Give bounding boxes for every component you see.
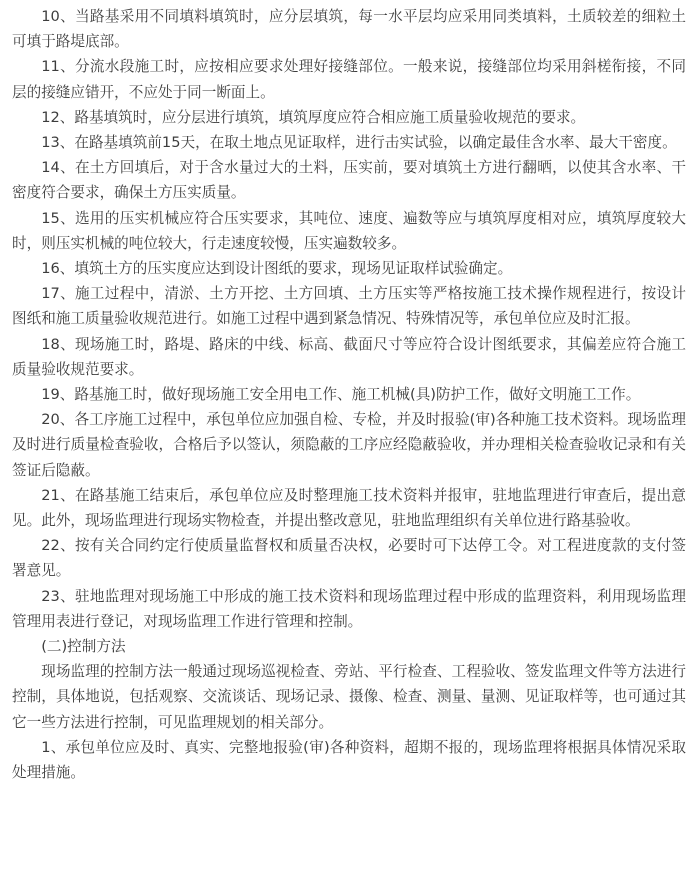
paragraph-12: 12、路基填筑时，应分层进行填筑，填筑厚度应符合相应施工质量验收规范的要求。	[41, 108, 586, 126]
paragraph-23: 23、驻地监理对现场施工中形成的施工技术资料和现场监理过程中形成的监理资料，利用现场监理管理用表进行登记，对现场监理工作进行管理和控制。	[12, 587, 686, 630]
paragraph-21: 21、在路基施工结束后，承包单位应及时整理施工技术资料并报审，驻地监理进行审查后，提出意见。此外，现场监理进行现场实物检查，并提出整改意见，驻地监理组织有关单位进行路基验收。	[12, 486, 686, 530]
paragraph-13: 13、在路基填筑前15天，在取土地点见证取样，进行击实试验，以确定最佳含水率、最大干密度。	[41, 134, 677, 152]
paragraph-11: 11、分流水段施工时，应按相应要求处理好接缝部位。一般来说，接缝部位均采用斜槎衔接，不同层的接缝应错开，不应处于同一断面上。	[12, 58, 686, 101]
paragraph-19: 19、路基施工时，做好现场施工安全用电工作、施工机械(具)防护工作，做好文明施工工作。	[41, 386, 641, 404]
paragraph-16: 16、填筑土方的压实度应达到设计图纸的要求，现场见证取样试验确定。	[41, 260, 513, 278]
paragraph-22: 22、按有关合同约定行使质量监督权和质量否决权，必要时可下达停工令。对工程进度款的支付签署意见。	[12, 537, 686, 580]
paragraph-18: 18、现场施工时，路堤、路床的中线、标高、截面尺寸等应符合设计图纸要求，其偏差应符合施工质量验收规范要求。	[12, 335, 686, 378]
paragraph-20: 20、各工序施工过程中，承包单位应加强自检、专检，并及时报验(审)各种施工技术资料。现场监理及时进行质量检查验收，合格后予以签认，须隐蔽的工序应经隐蔽验收，并办理相关检查验收记录和有关签证后隐蔽。	[12, 411, 686, 479]
paragraph-15: 15、选用的压实机械应符合压实要求，其吨位、速度、遍数等应与填筑厚度相对应，填筑厚度较大时，则压实机械的吨位较大，行走速度较慢，压实遍数较多。	[12, 209, 686, 252]
section-heading-control-methods: (二)控制方法	[41, 638, 126, 656]
paragraph-10: 10、当路基采用不同填料填筑时，应分层填筑，每一水平层均应采用同类填料，土质较差的细粒土可填于路堤底部。	[12, 8, 686, 51]
control-item-1: 1、承包单位应及时、真实、完整地报验(审)各种资料，超期不报的，现场监理将根据具体情况采取处理措施。	[12, 738, 686, 782]
control-methods-intro: 现场监理的控制方法一般通过现场巡视检查、旁站、平行检查、工程验收、签发监理文件等方法进行控制，具体地说，包括观察、交流谈话、现场记录、摄像、检查、测量、量测、见证取样等，也可通过其它一些方法进行控制，可见监理规划的相关部分。	[12, 663, 686, 731]
paragraph-14: 14、在土方回填后，对于含水量过大的土料，压实前，要对填筑土方进行翻晒，以使其含水率、干密度符合要求，确保土方压实质量。	[12, 159, 686, 202]
paragraph-17: 17、施工过程中，清淤、土方开挖、土方回填、土方压实等严格按施工技术操作规程进行，按设计图纸和施工质量验收规范进行。如施工过程中遇到紧急情况、特殊情况等，承包单位应及时汇报。	[12, 285, 686, 328]
